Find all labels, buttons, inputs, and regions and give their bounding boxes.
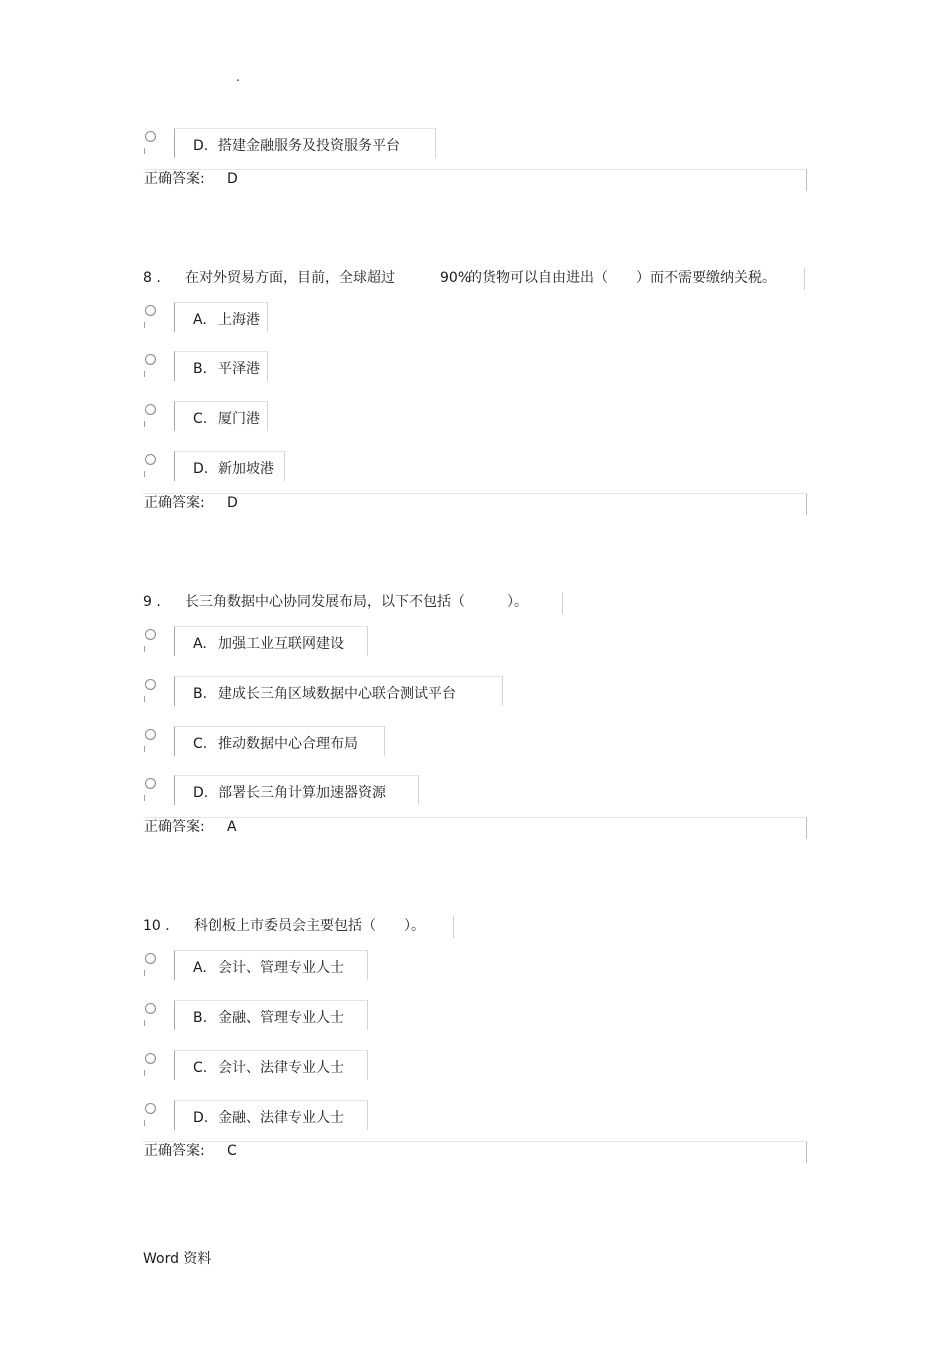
answer-frame xyxy=(143,817,807,839)
radio-button-icon[interactable] xyxy=(145,679,156,690)
radio-button-icon[interactable] xyxy=(145,354,156,365)
answer-label: 正确答案: xyxy=(144,819,205,835)
divider xyxy=(144,970,145,976)
divider xyxy=(144,148,145,154)
option-label: D. 金融、法律专业人士 xyxy=(193,1110,344,1126)
option-label: D. 新加坡港 xyxy=(193,461,274,477)
divider xyxy=(144,696,145,702)
option-label: A. 上海港 xyxy=(193,312,260,328)
option-label: C. 厦门港 xyxy=(193,411,260,427)
option-label: B. 金融、管理专业人士 xyxy=(193,1010,344,1026)
radio-button-icon[interactable] xyxy=(145,404,156,415)
option-label: D. 部署长三角计算加速器资源 xyxy=(193,785,386,801)
option-label: C. 会计、法律专业人士 xyxy=(193,1060,344,1076)
question-text: 长三角数据中心协同发展布局，以下不包括（ ）。 xyxy=(185,594,528,610)
divider xyxy=(144,322,145,328)
radio-button-icon[interactable] xyxy=(145,778,156,789)
answer-value: A xyxy=(227,819,237,835)
question-text-part3: 的货物可以自由进出（ ）而不需要缴纳关税。 xyxy=(468,270,776,286)
divider xyxy=(144,1020,145,1026)
option-label: A. 加强工业互联网建设 xyxy=(193,636,344,652)
radio-button-icon[interactable] xyxy=(145,729,156,740)
page-marker-dot: . xyxy=(236,70,240,84)
answer-frame xyxy=(143,493,807,515)
page-footer: Word 资料 xyxy=(143,1251,212,1267)
q8-question xyxy=(143,268,805,290)
divider xyxy=(144,1070,145,1076)
q9-question xyxy=(143,592,563,614)
answer-label: 正确答案: xyxy=(144,495,205,511)
radio-button-icon[interactable] xyxy=(145,305,156,316)
radio-button-icon[interactable] xyxy=(145,131,156,142)
q10-answer-row xyxy=(143,1141,807,1163)
question-text: 科创板上市委员会主要包括（ ）。 xyxy=(194,918,425,934)
q10-question xyxy=(143,916,454,938)
divider xyxy=(144,1120,145,1126)
radio-button-icon[interactable] xyxy=(145,1103,156,1114)
option-label: B. 建成长三角区域数据中心联合测试平台 xyxy=(193,686,456,702)
answer-value: C xyxy=(227,1143,237,1159)
option-label: B. 平泽港 xyxy=(193,361,260,377)
radio-button-icon[interactable] xyxy=(145,1053,156,1064)
radio-button-icon[interactable] xyxy=(145,953,156,964)
question-text-part2: 90% xyxy=(440,270,472,286)
answer-label: 正确答案: xyxy=(144,171,205,187)
question-number: 9 . xyxy=(143,594,161,610)
divider xyxy=(144,646,145,652)
answer-frame xyxy=(143,1141,807,1163)
question-number: 10 . xyxy=(143,918,170,934)
answer-value: D xyxy=(227,171,238,187)
option-label: A. 会计、管理专业人士 xyxy=(193,960,344,976)
answer-value: D xyxy=(227,495,238,511)
option-label: C. 推动数据中心合理布局 xyxy=(193,736,358,752)
divider xyxy=(144,371,145,377)
question-number: 8 . xyxy=(143,270,161,286)
radio-button-icon[interactable] xyxy=(145,1003,156,1014)
radio-button-icon[interactable] xyxy=(145,629,156,640)
answer-frame xyxy=(143,169,807,191)
radio-button-icon[interactable] xyxy=(145,454,156,465)
q8-answer-row xyxy=(143,493,807,515)
question-text-part1: 在对外贸易方面，目前，全球超过 xyxy=(185,270,395,286)
option-label: D. 搭建金融服务及投资服务平台 xyxy=(193,138,400,154)
q7-answer-row xyxy=(143,169,807,191)
q9-answer-row xyxy=(143,817,807,839)
answer-label: 正确答案: xyxy=(144,1143,205,1159)
divider xyxy=(144,421,145,427)
divider xyxy=(144,471,145,477)
divider xyxy=(144,795,145,801)
divider xyxy=(144,746,145,752)
